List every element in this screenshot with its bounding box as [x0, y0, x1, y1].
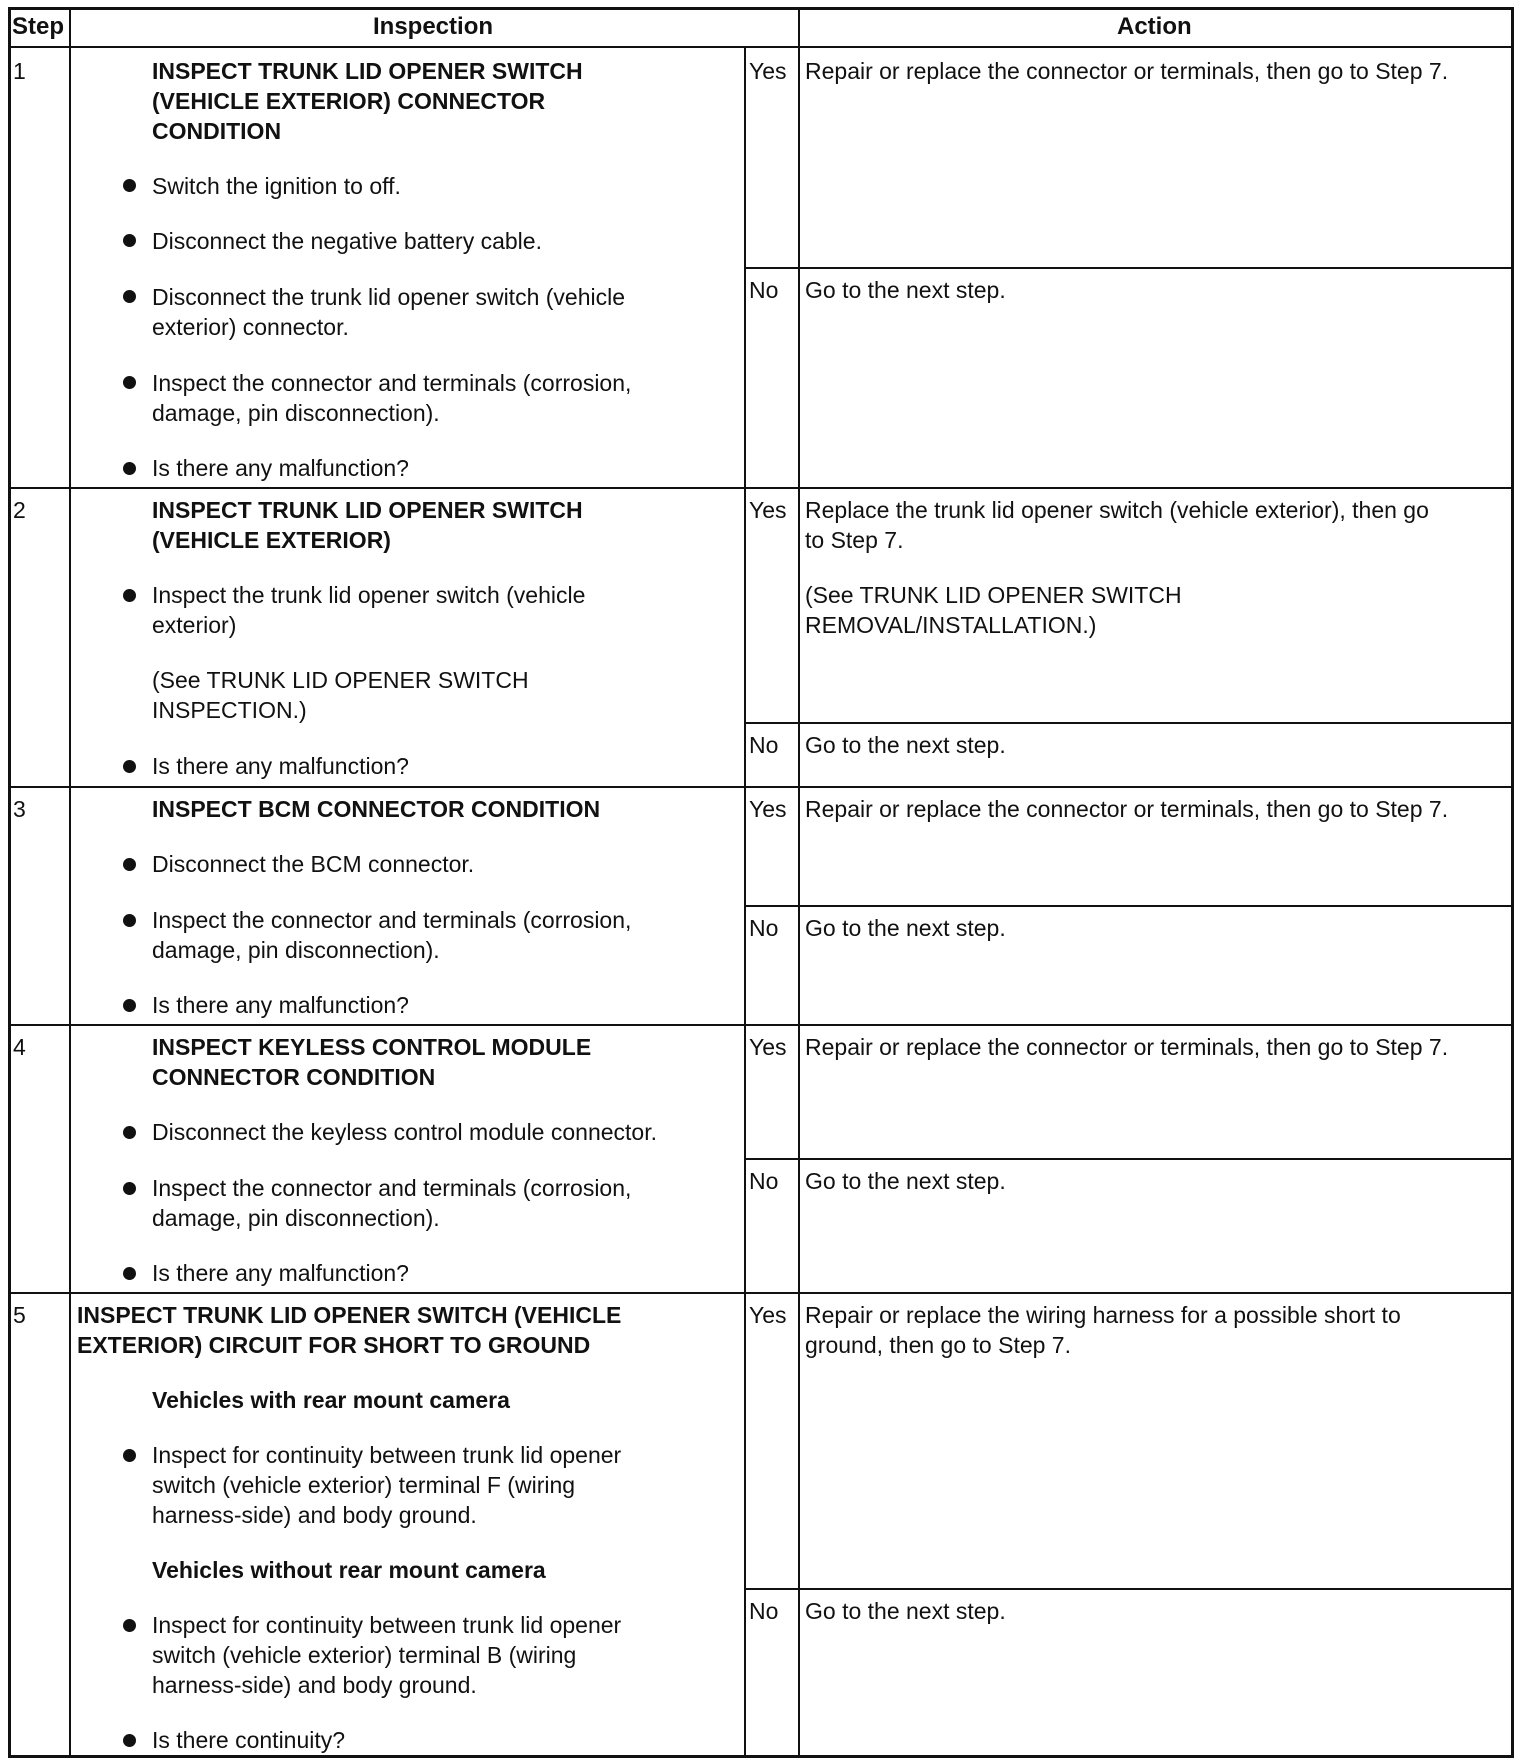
yesno-divider-5 [744, 1588, 1514, 1590]
yes-action: Repair or replace the wiring harness for a possible short to [805, 1302, 1401, 1328]
bullet-text: exterior) connector. [152, 314, 349, 340]
note-text: (See TRUNK LID OPENER SWITCH [152, 667, 529, 693]
bullet-text: Is there any malfunction? [152, 1260, 409, 1286]
step-number: 1 [13, 58, 26, 84]
yes-note: (See TRUNK LID OPENER SWITCH [805, 582, 1182, 608]
yes-note: REMOVAL/INSTALLATION.) [805, 612, 1097, 638]
no-label: No [749, 277, 779, 303]
note-text: INSPECTION.) [152, 697, 307, 723]
bullet-text: Disconnect the BCM connector. [152, 851, 475, 877]
no-label: No [749, 1168, 779, 1194]
no-label: No [749, 1598, 779, 1624]
header-step: Step [12, 13, 65, 40]
border-bottom [8, 1755, 1514, 1758]
step-title: EXTERIOR) CIRCUIT FOR SHORT TO GROUND [77, 1332, 591, 1358]
no-label: No [749, 732, 779, 758]
bullet-icon [123, 1267, 136, 1280]
bullet-text: Is there any malfunction? [152, 992, 409, 1018]
no-action: Go to the next step. [805, 1598, 1006, 1624]
no-action: Go to the next step. [805, 1168, 1006, 1194]
bullet-text: Inspect for continuity between trunk lid opener [152, 1612, 622, 1638]
step-number: 5 [13, 1302, 26, 1328]
yes-action: Repair or replace the connector or terminals, then go to Step 7. [805, 1034, 1449, 1060]
row-divider-2 [8, 786, 1514, 788]
border-right [1511, 7, 1514, 1758]
bullet-text: Switch the ignition to off. [152, 173, 401, 199]
bullet-icon [123, 589, 136, 602]
bullet-text: Inspect the connector and terminals (corrosion, [152, 370, 632, 396]
bullet-text: Inspect the connector and terminals (corrosion, [152, 907, 632, 933]
bullet-icon [123, 376, 136, 389]
step-title: (VEHICLE EXTERIOR) [152, 527, 391, 553]
bullet-text: harness-side) and body ground. [152, 1672, 477, 1698]
col-divider-yesno [744, 47, 746, 1758]
bullet-text: Inspect the trunk lid opener switch (vehicle [152, 582, 586, 608]
border-top [8, 7, 1514, 10]
step-title: CONDITION [152, 118, 282, 144]
yes-action: Repair or replace the connector or terminals, then go to Step 7. [805, 58, 1449, 84]
bullet-icon [123, 914, 136, 927]
yes-label: Yes [749, 58, 787, 84]
header-action: Action [1117, 13, 1192, 40]
bullet-icon [123, 1734, 136, 1747]
step-title: INSPECT KEYLESS CONTROL MODULE [152, 1034, 592, 1060]
row-divider-4 [8, 1292, 1514, 1294]
bullet-text: Disconnect the trunk lid opener switch (vehicle [152, 284, 626, 310]
bullet-text: damage, pin disconnection). [152, 400, 440, 426]
bullet-text: Is there any malfunction? [152, 753, 409, 779]
step-number: 4 [13, 1034, 26, 1060]
bullet-text: exterior) [152, 612, 237, 638]
yes-label: Yes [749, 1302, 787, 1328]
yes-label: Yes [749, 497, 787, 523]
bullet-icon [123, 234, 136, 247]
step-number: 3 [13, 796, 26, 822]
bullet-text: switch (vehicle exterior) terminal B (wiring [152, 1642, 577, 1668]
bullet-text: switch (vehicle exterior) terminal F (wiring [152, 1472, 576, 1498]
bullet-text: Is there continuity? [152, 1727, 346, 1753]
bullet-icon [123, 1449, 136, 1462]
yes-action: ground, then go to Step 7. [805, 1332, 1071, 1358]
yes-action: to Step 7. [805, 527, 904, 553]
bullet-text: damage, pin disconnection). [152, 1205, 440, 1231]
yes-label: Yes [749, 1034, 787, 1060]
col-divider-step [69, 7, 71, 1758]
bullet-icon [123, 290, 136, 303]
row-divider-3 [8, 1024, 1514, 1026]
yes-action: Repair or replace the connector or terminals, then go to Step 7. [805, 796, 1449, 822]
step-title: INSPECT BCM CONNECTOR CONDITION [152, 796, 601, 822]
no-label: No [749, 915, 779, 941]
bullet-icon [123, 858, 136, 871]
bullet-icon [123, 760, 136, 773]
bullet-text: harness-side) and body ground. [152, 1502, 477, 1528]
yesno-divider-2 [744, 722, 1514, 724]
subheading: Vehicles without rear mount camera [152, 1557, 546, 1583]
yes-action: Replace the trunk lid opener switch (vehicle exterior), then go [805, 497, 1429, 523]
yesno-divider-4 [744, 1158, 1514, 1160]
bullet-icon [123, 462, 136, 475]
yesno-divider-1 [744, 267, 1514, 269]
no-action: Go to the next step. [805, 277, 1006, 303]
bullet-text: Inspect the connector and terminals (corrosion, [152, 1175, 632, 1201]
bullet-text: damage, pin disconnection). [152, 937, 440, 963]
bullet-text: Inspect for continuity between trunk lid opener [152, 1442, 622, 1468]
step-title: CONNECTOR CONDITION [152, 1064, 436, 1090]
bullet-icon [123, 179, 136, 192]
border-left [8, 7, 11, 1758]
step-title: INSPECT TRUNK LID OPENER SWITCH [152, 497, 583, 523]
bullet-icon [123, 1126, 136, 1139]
no-action: Go to the next step. [805, 732, 1006, 758]
step-title: INSPECT TRUNK LID OPENER SWITCH (VEHICLE [77, 1302, 622, 1328]
no-action: Go to the next step. [805, 915, 1006, 941]
step-number: 2 [13, 497, 26, 523]
yesno-divider-3 [744, 905, 1514, 907]
step-title: (VEHICLE EXTERIOR) CONNECTOR [152, 88, 546, 114]
yes-label: Yes [749, 796, 787, 822]
col-divider-action [798, 7, 800, 1758]
row-divider-1 [8, 487, 1514, 489]
header-inspection: Inspection [373, 13, 494, 40]
bullet-icon [123, 1619, 136, 1632]
bullet-text: Disconnect the keyless control module connector. [152, 1119, 657, 1145]
bullet-text: Is there any malfunction? [152, 455, 409, 481]
step-title: INSPECT TRUNK LID OPENER SWITCH [152, 58, 583, 84]
subheading: Vehicles with rear mount camera [152, 1387, 510, 1413]
bullet-text: Disconnect the negative battery cable. [152, 228, 542, 254]
bullet-icon [123, 999, 136, 1012]
row-divider-header [8, 46, 1514, 48]
bullet-icon [123, 1182, 136, 1195]
